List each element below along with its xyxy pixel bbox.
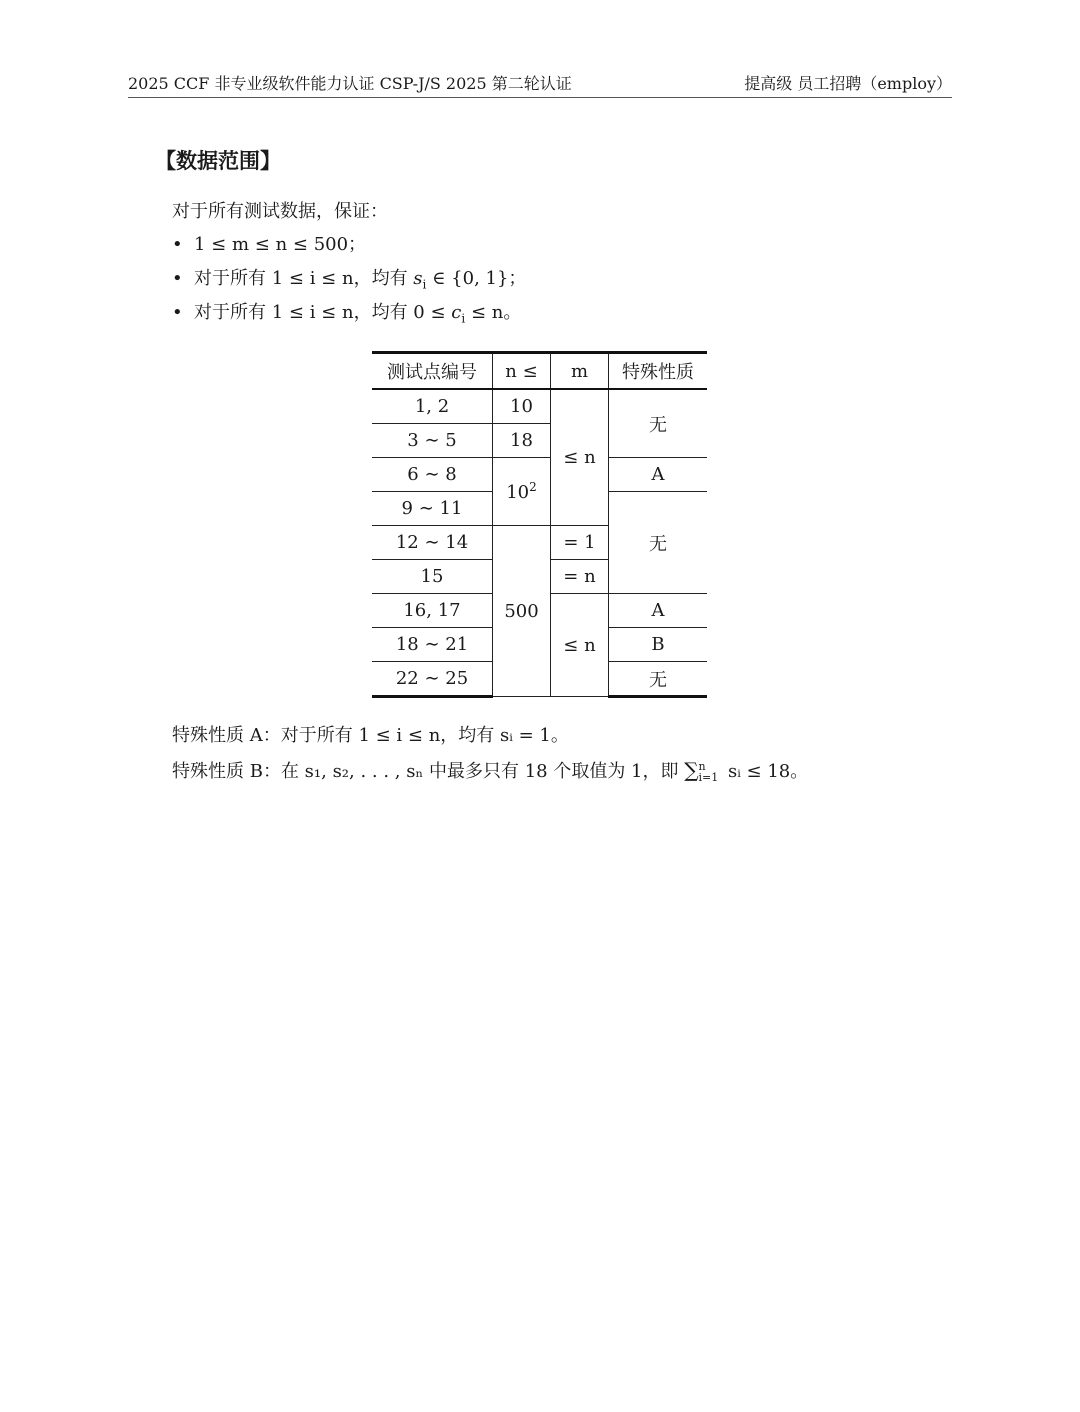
- constraint-text-prefix: 对于所有 1 ≤ i ≤ n，均有 0 ≤: [194, 302, 452, 323]
- cell-n: 18: [493, 424, 551, 458]
- intro-text: 对于所有测试数据，保证：: [172, 201, 388, 222]
- table-row: [372, 458, 707, 492]
- cell-test-id: 15: [372, 560, 493, 594]
- header-property: 特殊性质: [609, 353, 708, 390]
- bullet-icon: •: [172, 268, 183, 289]
- header-n: n ≤: [493, 353, 551, 390]
- cell-m: = n: [551, 560, 609, 594]
- cell-property: B: [609, 628, 708, 662]
- property-b-text: [172, 756, 808, 786]
- sum-limits: [699, 761, 719, 783]
- sum-symbol: ∑: [684, 758, 699, 782]
- property-b-suffix: sᵢ ≤ 18。: [722, 761, 809, 782]
- cell-test-id: 6 ∼ 8: [372, 458, 493, 492]
- cell-n: 500: [493, 526, 551, 697]
- header-title: 2025 CCF 非专业级软件能力认证 CSP-J/S 2025 第二轮认证: [128, 74, 572, 93]
- cell-property: A: [609, 458, 708, 492]
- cell-test-id: 1, 2: [372, 389, 493, 424]
- cell-property: 无: [609, 662, 708, 697]
- header-divider: [128, 97, 952, 98]
- cell-test-id: 12 ∼ 14: [372, 526, 493, 560]
- constraint-text: 1 ≤ m ≤ n ≤ 500；: [194, 234, 367, 255]
- cell-n: [493, 458, 551, 526]
- cell-property: 无: [609, 389, 708, 458]
- cell-n-base: 10: [506, 482, 530, 503]
- cell-test-id: 18 ∼ 21: [372, 628, 493, 662]
- constraint-item: • 对于所有 1 ≤ i ≤ n，均有 $0 \le c_i \le n$。: [172, 298, 526, 332]
- header-m: m: [551, 353, 609, 390]
- section-title: 【数据范围】: [155, 149, 281, 173]
- constraint-list: [172, 230, 526, 332]
- sum-lower: i=1: [698, 771, 719, 784]
- cell-n-exponent: 2: [529, 480, 537, 494]
- constraint-item: [172, 230, 526, 264]
- cell-m: ≤ n: [551, 389, 609, 526]
- constraint-text-suffix: ≤ n。: [465, 302, 522, 323]
- cell-test-id: 9 ∼ 11: [372, 492, 493, 526]
- cell-m: = 1: [551, 526, 609, 560]
- cell-test-id: 22 ∼ 25: [372, 662, 493, 697]
- table-header-row: [372, 353, 707, 390]
- header-problem-name: 提高级 员工招聘（employ）: [744, 74, 952, 93]
- sum-upper: n: [698, 760, 706, 773]
- cell-test-id: 16, 17: [372, 594, 493, 628]
- cell-m: ≤ n: [551, 594, 609, 697]
- bullet-icon: •: [172, 302, 183, 323]
- constraint-item: • 对于所有 1 ≤ i ≤ n，均有 $s_i$ ∈ {0, 1}；: [172, 264, 526, 298]
- constraint-text-prefix: 对于所有 1 ≤ i ≤ n，均有: [194, 268, 414, 289]
- header-test-id: 测试点编号: [372, 353, 493, 390]
- page-header: [128, 72, 952, 100]
- cell-test-id: 3 ∼ 5: [372, 424, 493, 458]
- constraint-text-suffix: ∈ {0, 1}；: [426, 268, 527, 289]
- test-range-table: [372, 351, 707, 698]
- property-a-text: 特殊性质 A：对于所有 1 ≤ i ≤ n，均有 sᵢ = 1。: [172, 725, 569, 746]
- table-row: [372, 389, 707, 424]
- cell-property: A: [609, 594, 708, 628]
- property-b-prefix: 特殊性质 B：在 s₁, s₂, . . . , sₙ 中最多只有 18 个取值为 1，即: [172, 761, 685, 782]
- cell-n: 10: [493, 389, 551, 424]
- cell-property: 无: [609, 492, 708, 594]
- bullet-icon: •: [172, 234, 183, 255]
